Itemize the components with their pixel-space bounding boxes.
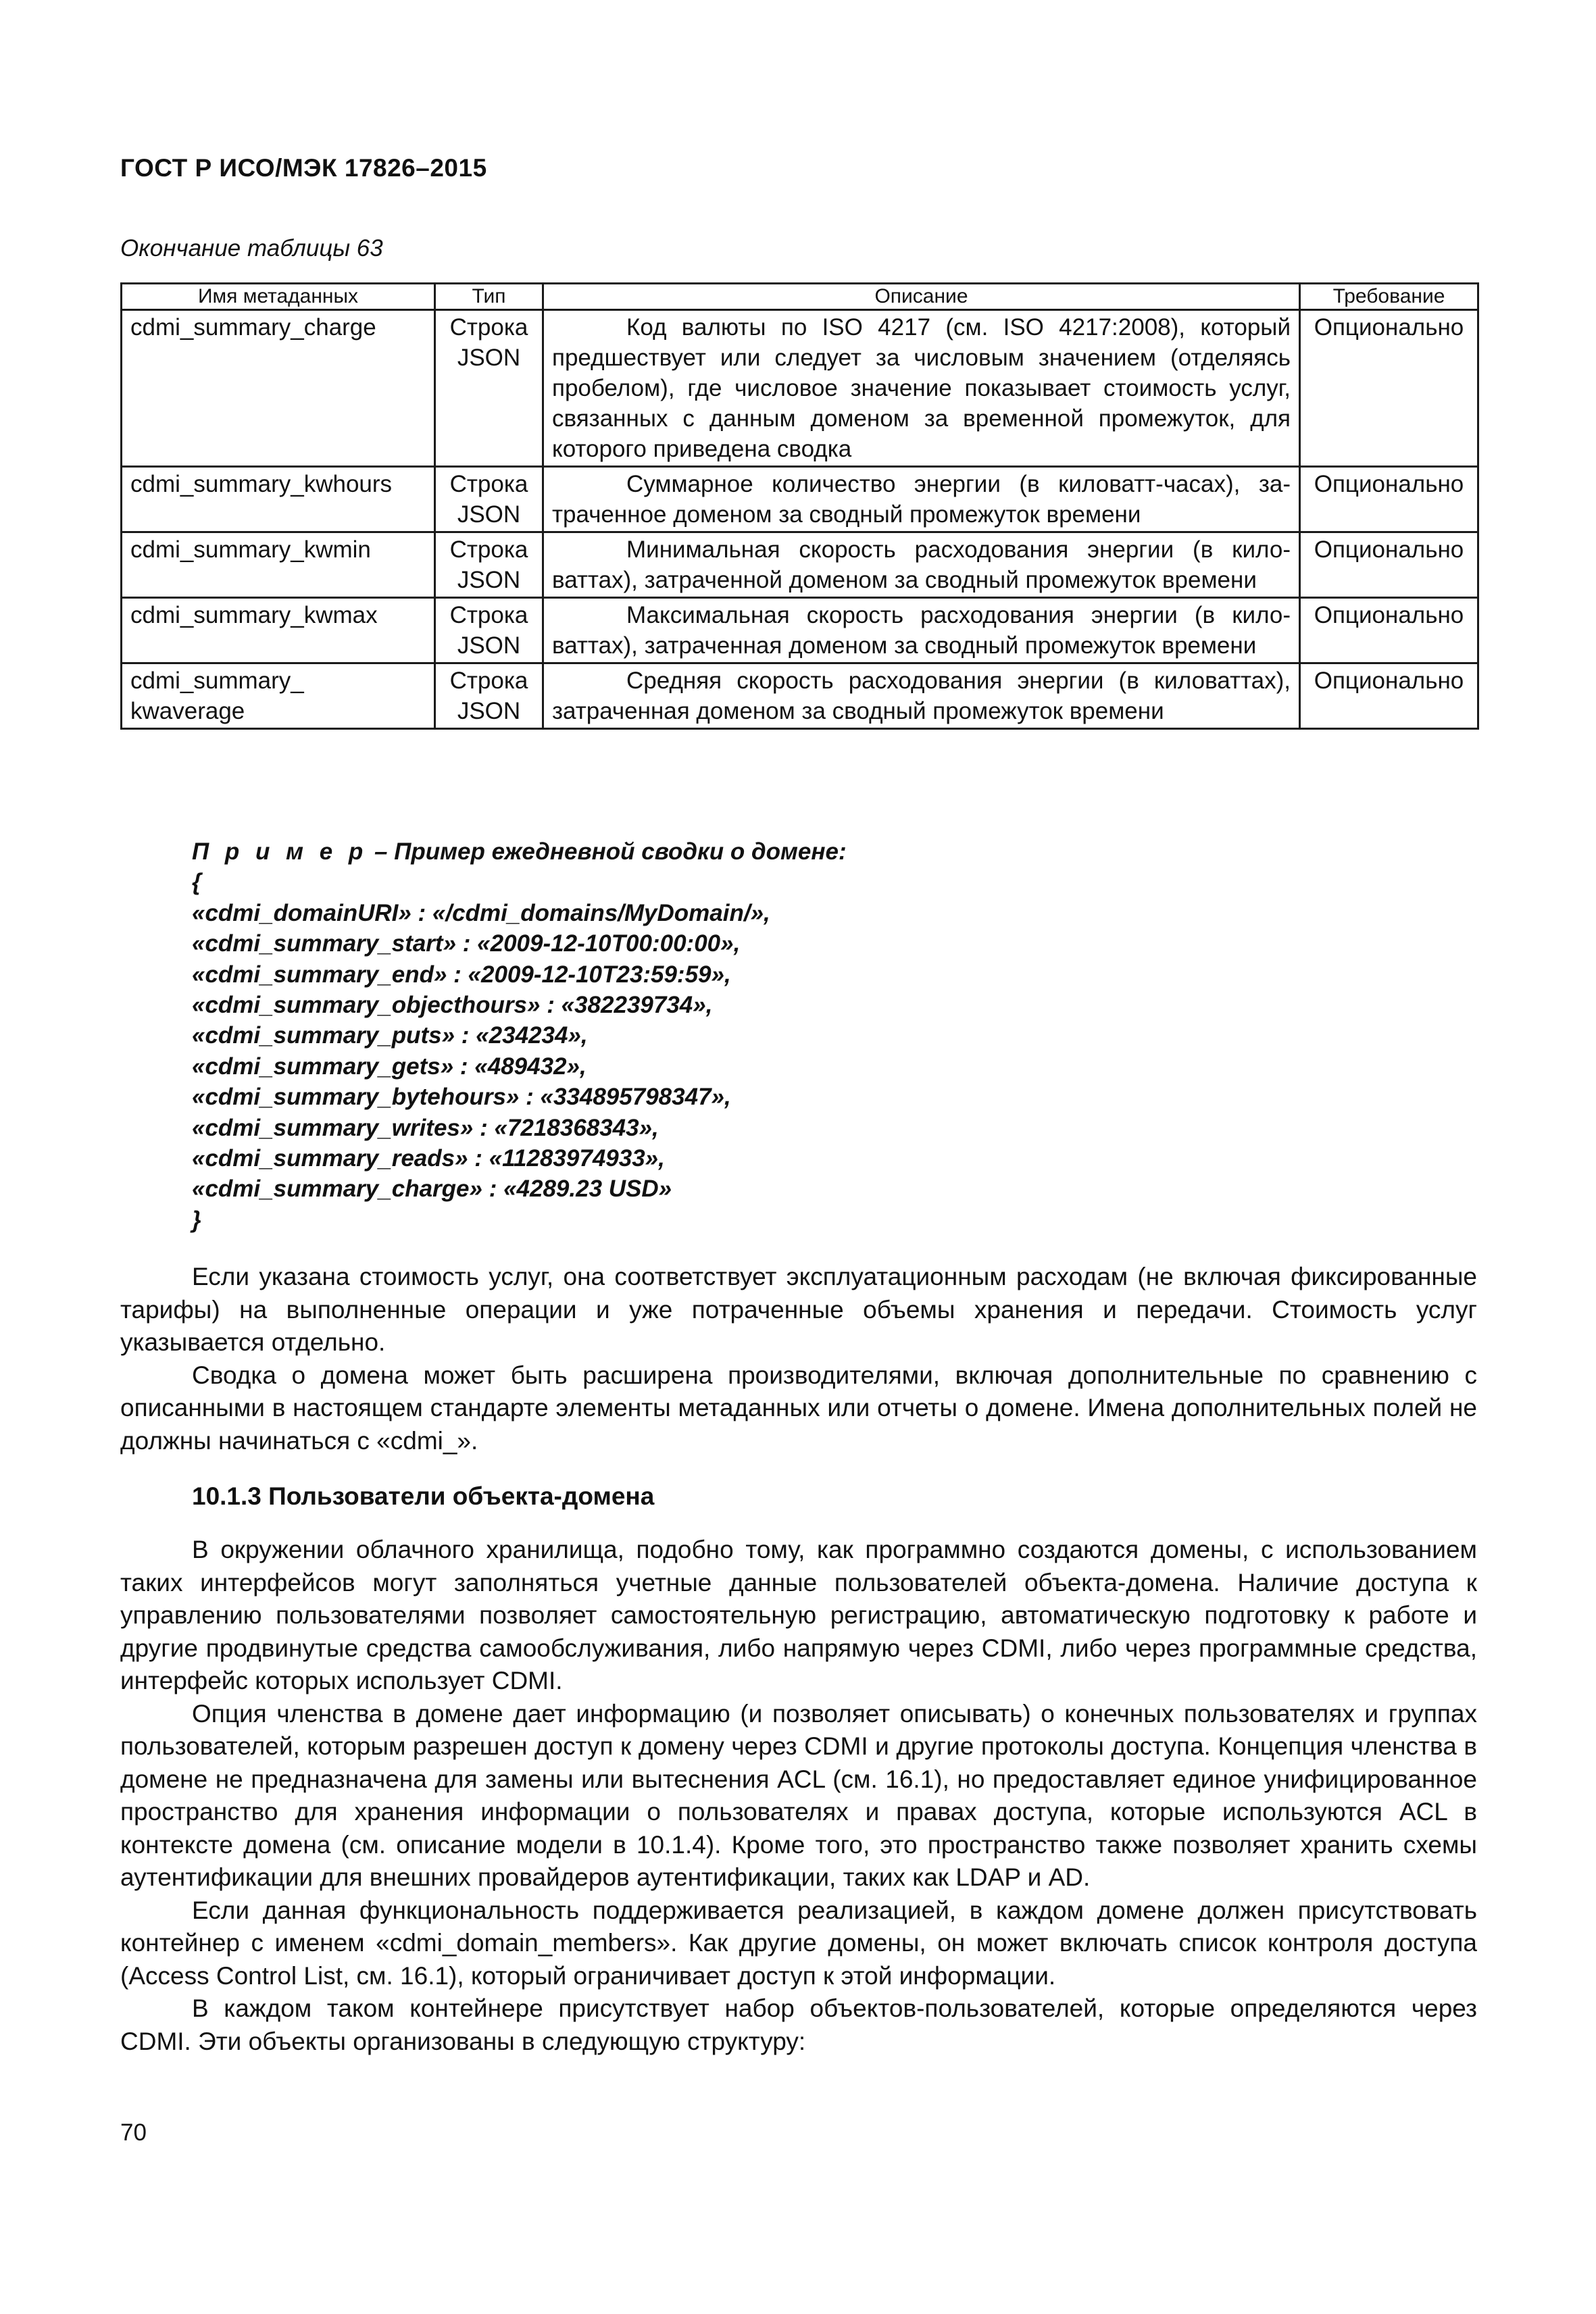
example-line: «cdmi_summary_gets» : «489432», [192, 1053, 587, 1080]
cell-description: Максимальная скорость расходования энергии (в киловаттах), затраченная доменом за сводный промежуток времени [543, 598, 1300, 663]
example-block [192, 836, 847, 1235]
example-line: «cdmi_summary_puts» : «234234», [192, 1022, 588, 1049]
type-line: JSON [457, 632, 521, 659]
paragraph: Если указана стоимость услуг, она соответствует эксплуатационным расходам (не включая фиксированные тарифы) на выполненные операции и уже потраченные объемы хранения и передачи. Стоимость услуг указывается отдельно. [120, 1263, 1477, 1356]
example-title: – Пример ежедневной сводки о домене: [368, 838, 847, 865]
table-row [122, 598, 1478, 663]
type-line: Строка [449, 471, 528, 497]
example-line: «cdmi_summary_charge» : «4289.23 USD» [192, 1176, 672, 1203]
metadata-table [120, 282, 1479, 730]
example-label: П р и м е р [192, 838, 368, 865]
table-row [122, 467, 1478, 532]
cell-requirement: Опционально [1300, 310, 1478, 467]
body-text-block-b [120, 1534, 1477, 2058]
cell-description: Код валюты по ISO 4217 (см. ISO 4217:2008), который предшествует или следует за числовым значением (отделяясь пробелом), где числовое значение показывает стоимость услуг, связанных с данным доменом за временной промежуток, для которого приведена сводка [543, 310, 1300, 467]
name-line: cdmi_summary_ [130, 668, 304, 694]
paragraph: В каждом таком контейнере присутствует набор объектов-пользователей, которые определяются через CDMI. Эти объекты организованы в следующую структуру: [120, 1994, 1477, 2055]
type-line: JSON [457, 567, 521, 593]
cell-type [435, 310, 543, 467]
example-line: «cdmi_summary_writes» : «7218368343», [192, 1114, 659, 1141]
column-header-type: Тип [435, 284, 543, 310]
cell-name [122, 663, 435, 729]
paragraph: Сводка о домена может быть расширена производителями, включая дополнительные по сравнению с описанными в настоящем стандарте элементы метаданных или отчеты о домене. Имена дополнительных полей не должны начинаться с «cdmi_». [120, 1361, 1477, 1455]
cell-requirement: Опционально [1300, 467, 1478, 532]
example-line: «cdmi_summary_start» : «2009-12-10T00:00:00», [192, 930, 741, 957]
type-line: JSON [457, 698, 521, 724]
type-line: JSON [457, 345, 521, 371]
cell-description: Средняя скорость расходования энергии (в киловаттах), затраченная доменом за сводный промежуток времени [543, 663, 1300, 729]
table-caption: Окончание таблицы 63 [120, 235, 383, 261]
example-close-brace: } [192, 1206, 201, 1233]
cell-requirement: Опционально [1300, 598, 1478, 663]
example-open-brace: { [192, 869, 201, 896]
cell-type [435, 663, 543, 729]
paragraph: В окружении облачного хранилища, подобно тому, как программно создаются домены, с использованием таких интерфейсов могут заполняться учетные данные пользователей объекта-домена. Наличие доступа к управлению пользователями позволяет самостоятельную регистрацию, автоматическую подготовку к работе и другие продвинутые средства самообслуживания, либо напрямую через CDMI, либо через программные средства, интерфейс которых использует CDMI. [120, 1536, 1477, 1694]
table-row [122, 310, 1478, 467]
type-line: Строка [449, 536, 528, 563]
example-line: «cdmi_summary_reads» : «11283974933», [192, 1145, 665, 1172]
cell-description: Суммарное количество энергии (в киловатт-часах), затраченное доменом за сводный промежуток времени [543, 467, 1300, 532]
cell-name: cdmi_summary_kwhours [122, 467, 435, 532]
section-heading: 10.1.3 Пользователи объекта-домена [192, 1482, 655, 1510]
name-line: kwaverage [130, 698, 245, 724]
type-line: Строка [449, 668, 528, 694]
table-row [122, 663, 1478, 729]
cell-name: cdmi_summary_charge [122, 310, 435, 467]
example-line: «cdmi_summary_bytehours» : «334895798347», [192, 1084, 731, 1111]
type-line: Строка [449, 314, 528, 341]
column-header-name: Имя метаданных [122, 284, 435, 310]
standard-title: ГОСТ Р ИСО/МЭК 17826–2015 [120, 154, 487, 182]
type-line: Строка [449, 602, 528, 628]
table-row [122, 532, 1478, 598]
example-line: «cdmi_summary_objecthours» : «382239734», [192, 992, 713, 1019]
example-heading [192, 836, 847, 867]
cell-type [435, 532, 543, 598]
table-header-row [122, 284, 1478, 310]
paragraph: Опция членства в домене дает информацию (и позволяет описывать) о конечных пользователях и группах пользователей, которым разрешен доступ к домену через CDMI и другие протоколы доступа. Концепция членства в домене не предназначена для замены или вытеснения ACL (см. 16.1), но предоставляет единое унифицированное пространство для хранения информации о пользователях и правах доступа, которые используются ACL в контексте домена (см. описание модели в 10.1.4). Кроме того, это пространство также позволяет хранить схемы аутентификации для внешних провайдеров аутентификации, таких как LDAP и AD. [120, 1699, 1477, 1891]
column-header-description: Описание [543, 284, 1300, 310]
cell-type [435, 598, 543, 663]
cell-name: cdmi_summary_kwmin [122, 532, 435, 598]
example-line: «cdmi_summary_end» : «2009-12-10T23:59:59», [192, 961, 731, 988]
cell-description: Минимальная скорость расходования энергии (в киловаттах), затраченной доменом за сводный промежуток времени [543, 532, 1300, 598]
type-line: JSON [457, 501, 521, 528]
cell-requirement: Опционально [1300, 663, 1478, 729]
page-number: 70 [120, 2119, 147, 2146]
cell-name: cdmi_summary_kwmax [122, 598, 435, 663]
body-text-block-a [120, 1261, 1477, 1457]
column-header-requirement: Требование [1300, 284, 1478, 310]
cell-type [435, 467, 543, 532]
cell-requirement: Опционально [1300, 532, 1478, 598]
example-line: «cdmi_domainURI» : «/cdmi_domains/MyDomain/», [192, 899, 770, 926]
paragraph: Если данная функциональность поддерживается реализацией, в каждом домене должен присутствовать контейнер с именем «cdmi_domain_members». Как другие домены, он может включать список контроля доступа (Access Control List, см. 16.1), который ограничивает доступ к этой информации. [120, 1896, 1477, 1990]
